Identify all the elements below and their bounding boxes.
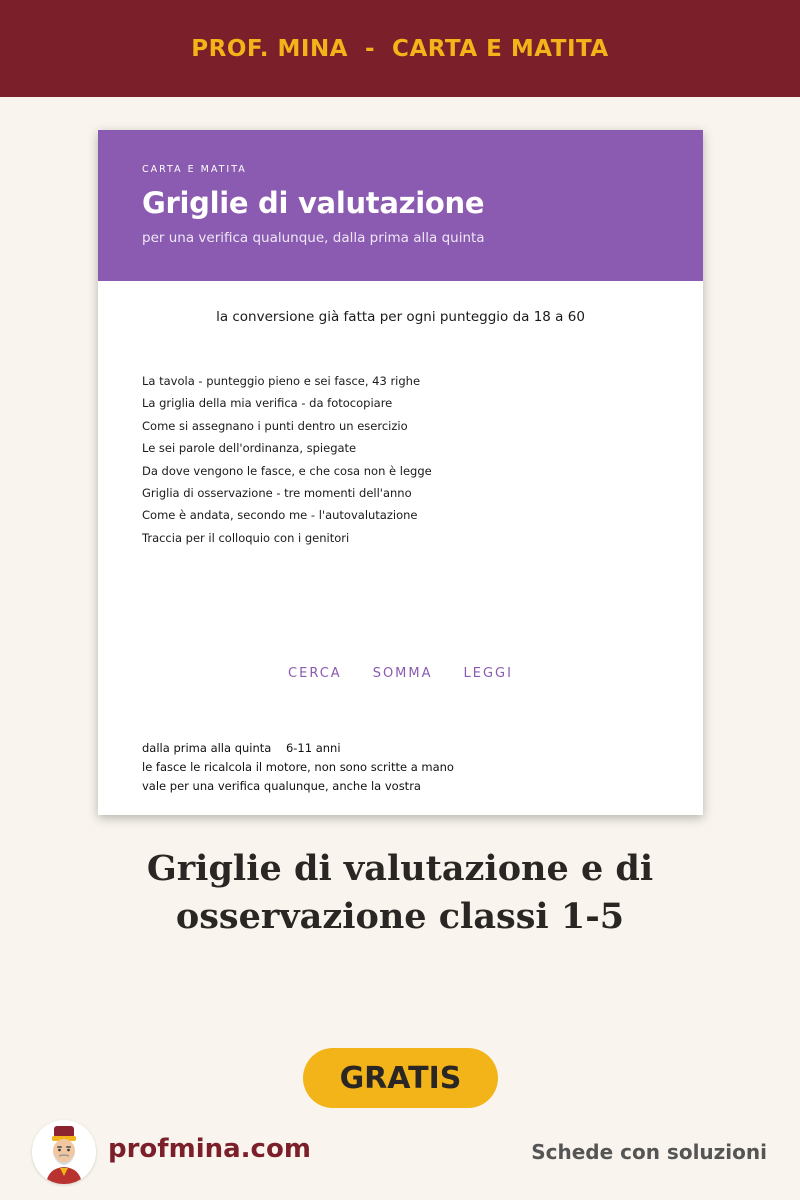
top-brand-bar (0, 0, 800, 97)
contents-list (142, 370, 432, 549)
contents-item: La tavola - punteggio pieno e sei fasce, 43 righe (142, 374, 421, 388)
meta-line: dalla prima alla quinta 6-11 anni (142, 741, 341, 755)
nav-link-somma[interactable]: SOMMA (372, 666, 433, 681)
contents-item: Da dove vengono le fasce, e che cosa non è legge (142, 463, 432, 478)
cover-card (98, 130, 703, 815)
nav-link-leggi[interactable]: LEGGI (463, 666, 513, 681)
meta-line: vale per una verifica qualunque, anche la vostra (142, 779, 421, 793)
card-header (98, 130, 703, 281)
teacher-avatar-icon (32, 1120, 96, 1184)
brand-title: PROF. MINA - CARTA E MATITA (191, 35, 609, 62)
conversion-note: la conversione già fatta per ogni punteggio da 18 a 60 (216, 309, 585, 325)
contents-item: Come si assegnano i punti dentro un esercizio (142, 418, 408, 433)
page-headline (0, 845, 800, 941)
site-link[interactable]: profmina.com (108, 1134, 311, 1164)
card-kicker: CARTA E MATITA (142, 164, 247, 175)
headline-line-1: Griglie di valutazione e di (146, 848, 654, 889)
contents-item: Le sei parole dell'ordinanza, spiegate (142, 441, 357, 456)
contents-item: Traccia per il colloquio con i genitori (142, 530, 350, 545)
nav-link-cerca[interactable]: CERCA (288, 666, 342, 681)
headline-line-2: osservazione classi 1-5 (175, 896, 625, 937)
contents-item: La griglia della mia verifica - da fotocopiare (142, 396, 393, 411)
card-meta (142, 739, 454, 796)
gratis-button[interactable]: GRATIS (303, 1048, 498, 1108)
card-title: Griglie di valutazione (142, 186, 485, 220)
card-subtitle: per una verifica qualunque, dalla prima alla quinta (142, 230, 485, 246)
contents-item: Come è andata, secondo me - l'autovalutazione (142, 508, 418, 523)
footer-tagline: Schede con soluzioni (531, 1140, 767, 1164)
card-nav (98, 666, 703, 681)
contents-item: Griglia di osservazione - tre momenti dell'anno (142, 485, 412, 500)
meta-line: le fasce le ricalcola il motore, non sono scritte a mano (142, 760, 454, 774)
